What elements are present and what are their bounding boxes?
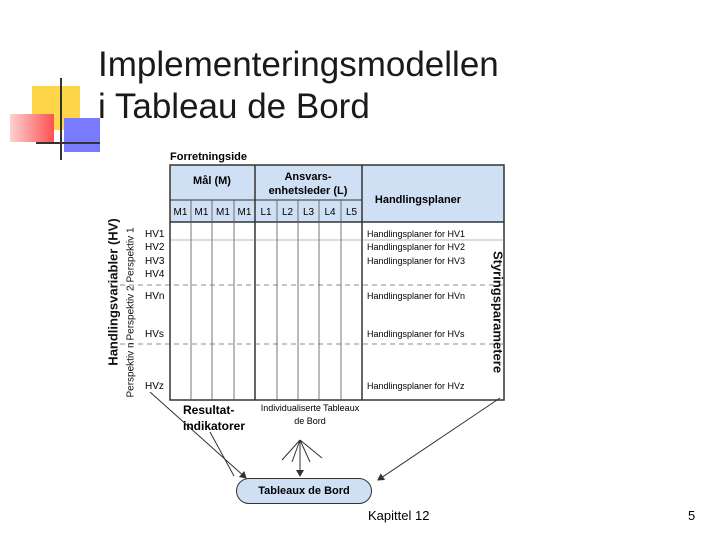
- plan-row-label: Handlingsplaner for HV1: [367, 229, 466, 239]
- m-column-label: M1: [216, 207, 230, 218]
- l-column-label: L1: [260, 207, 272, 218]
- column-labels: [174, 207, 358, 218]
- hv-row-label: HV2: [145, 242, 165, 253]
- perspective-n-label: Perspektiv n: [125, 342, 137, 398]
- plan-row-label: Handlingsplaner for HV2: [367, 242, 466, 252]
- label-forretningside: Forretningside: [170, 151, 248, 163]
- row-labels: [145, 229, 165, 392]
- page-number: 5: [688, 508, 696, 523]
- header-ansvar-2: enhetsleder (L): [268, 185, 348, 197]
- hv-row-label: HV4: [145, 269, 165, 280]
- plan-row-label: Handlingsplaner for HV3: [367, 256, 466, 266]
- hv-row-label: HVn: [145, 291, 165, 302]
- plan-row-label: Handlingsplaner for HVn: [367, 291, 466, 301]
- plan-labels: [367, 229, 465, 391]
- l-column-label: L2: [281, 207, 294, 218]
- left-vertical-label: Handlingsvariabler (HV): [105, 218, 121, 366]
- fan-lines: [282, 440, 322, 462]
- perspective-2-label: Perspektiv 2: [125, 285, 137, 341]
- perspective-1-label: Perspektiv 1: [125, 227, 137, 283]
- hv-row-label: HVs: [145, 329, 164, 340]
- l-column-label: L4: [324, 207, 336, 218]
- title-line-2: i Tableau de Bord: [98, 87, 370, 126]
- result-label-2: indikatorer: [183, 419, 246, 433]
- hv-row-label: HVz: [145, 381, 164, 392]
- indiv-label-2: de Bord: [294, 416, 326, 426]
- tableaux-de-bord-pill: Tableaux de Bord: [236, 478, 372, 504]
- plan-row-label: Handlingsplaner for HVs: [367, 329, 465, 339]
- l-column-label: L5: [345, 207, 358, 218]
- footer-chapter: Kapittel 12: [368, 508, 430, 523]
- arrow-result: [210, 432, 234, 476]
- plan-row-label: Handlingsplaner for HVz: [367, 381, 465, 391]
- m-column-label: M1: [237, 207, 252, 218]
- arrow-right: [378, 398, 500, 480]
- hv-row-label: HV3: [145, 256, 165, 267]
- right-vertical-label: Styringsparametere: [490, 250, 506, 374]
- m-column-label: M1: [194, 207, 209, 218]
- header-handling: Handlingsplaner: [374, 194, 462, 206]
- l-column-label: L3: [302, 207, 315, 218]
- result-label-1: Resultat-: [183, 403, 235, 417]
- header-ansvar-1: Ansvars-: [284, 171, 332, 183]
- indiv-label-1: Individualiserte Tableaux: [260, 403, 360, 413]
- m-column-label: M1: [173, 207, 188, 218]
- title-line-1: Implementeringsmodellen: [98, 45, 499, 84]
- header-mal: Mål (M): [193, 175, 231, 187]
- hv-row-label: HV1: [145, 229, 165, 240]
